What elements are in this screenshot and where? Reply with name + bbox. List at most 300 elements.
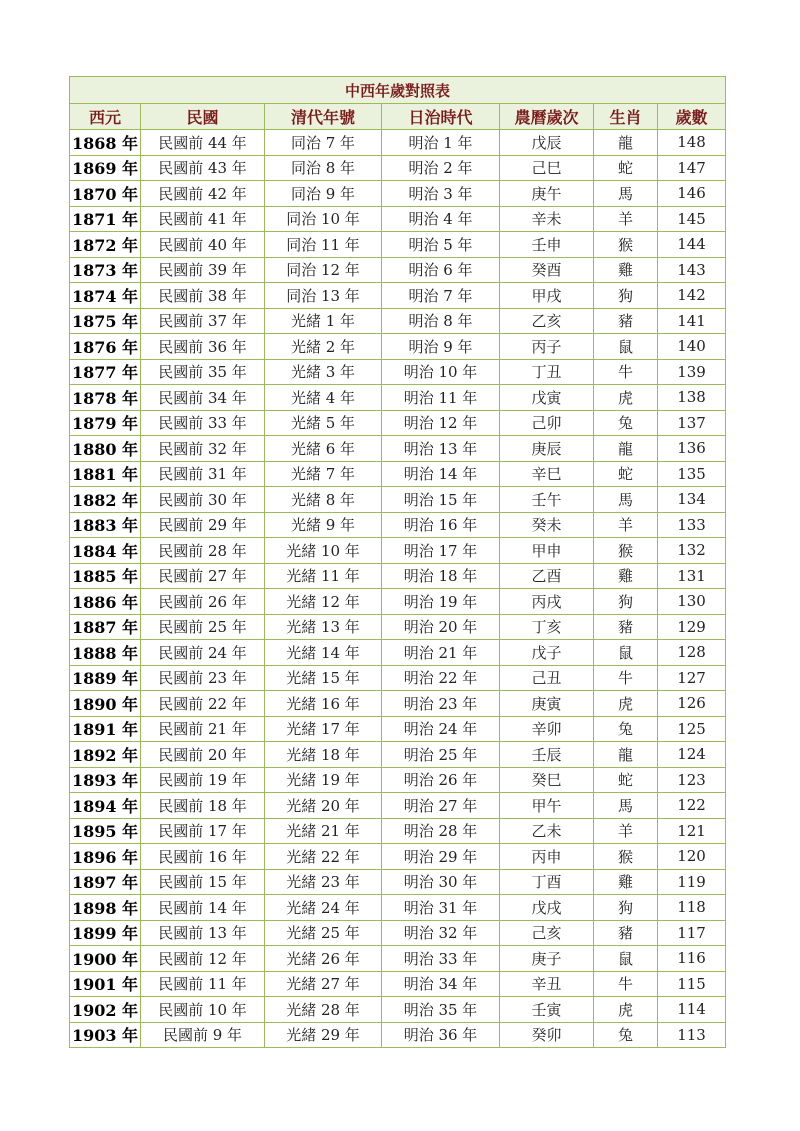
cell-roc-year: 民國前 33 年 bbox=[141, 410, 265, 436]
cell-age: 148 bbox=[658, 130, 726, 156]
cell-age: 145 bbox=[658, 206, 726, 232]
cell-roc-year: 民國前 35 年 bbox=[141, 359, 265, 385]
cell-western-year: 1873 年 bbox=[70, 257, 141, 283]
cell-japanese-era: 明治 16 年 bbox=[382, 512, 500, 538]
cell-qing-era: 光緒 1 年 bbox=[265, 308, 382, 334]
cell-age: 142 bbox=[658, 283, 726, 309]
cell-western-year: 1884 年 bbox=[70, 538, 141, 564]
header-lunar-ganzhi: 農曆歲次 bbox=[500, 104, 594, 130]
cell-age: 141 bbox=[658, 308, 726, 334]
cell-roc-year: 民國前 25 年 bbox=[141, 614, 265, 640]
cell-qing-era: 光緒 12 年 bbox=[265, 589, 382, 615]
cell-lunar-ganzhi: 辛卯 bbox=[500, 716, 594, 742]
table-row bbox=[70, 206, 726, 232]
cell-qing-era: 光緒 10 年 bbox=[265, 538, 382, 564]
cell-japanese-era: 明治 19 年 bbox=[382, 589, 500, 615]
cell-qing-era: 同治 11 年 bbox=[265, 232, 382, 258]
header-zodiac: 生肖 bbox=[594, 104, 658, 130]
cell-age: 117 bbox=[658, 920, 726, 946]
cell-zodiac: 豬 bbox=[594, 614, 658, 640]
cell-age: 120 bbox=[658, 844, 726, 870]
cell-western-year: 1871 年 bbox=[70, 206, 141, 232]
cell-zodiac: 雞 bbox=[594, 869, 658, 895]
cell-roc-year: 民國前 32 年 bbox=[141, 436, 265, 462]
cell-qing-era: 光緒 26 年 bbox=[265, 946, 382, 972]
cell-western-year: 1886 年 bbox=[70, 589, 141, 615]
cell-zodiac: 雞 bbox=[594, 563, 658, 589]
cell-western-year: 1894 年 bbox=[70, 793, 141, 819]
cell-lunar-ganzhi: 甲戌 bbox=[500, 283, 594, 309]
cell-roc-year: 民國前 24 年 bbox=[141, 640, 265, 666]
cell-zodiac: 龍 bbox=[594, 742, 658, 768]
cell-roc-year: 民國前 34 年 bbox=[141, 385, 265, 411]
cell-roc-year: 民國前 13 年 bbox=[141, 920, 265, 946]
cell-lunar-ganzhi: 丁亥 bbox=[500, 614, 594, 640]
table-row bbox=[70, 793, 726, 819]
cell-zodiac: 猴 bbox=[594, 538, 658, 564]
cell-zodiac: 蛇 bbox=[594, 461, 658, 487]
cell-qing-era: 光緒 23 年 bbox=[265, 869, 382, 895]
cell-japanese-era: 明治 35 年 bbox=[382, 997, 500, 1023]
cell-roc-year: 民國前 18 年 bbox=[141, 793, 265, 819]
cell-zodiac: 馬 bbox=[594, 181, 658, 207]
header-age: 歲數 bbox=[658, 104, 726, 130]
cell-qing-era: 同治 10 年 bbox=[265, 206, 382, 232]
cell-japanese-era: 明治 32 年 bbox=[382, 920, 500, 946]
cell-qing-era: 光緒 28 年 bbox=[265, 997, 382, 1023]
cell-roc-year: 民國前 11 年 bbox=[141, 971, 265, 997]
table-row bbox=[70, 614, 726, 640]
cell-qing-era: 光緒 14 年 bbox=[265, 640, 382, 666]
cell-zodiac: 虎 bbox=[594, 385, 658, 411]
cell-western-year: 1880 年 bbox=[70, 436, 141, 462]
cell-zodiac: 鼠 bbox=[594, 946, 658, 972]
cell-western-year: 1881 年 bbox=[70, 461, 141, 487]
cell-japanese-era: 明治 7 年 bbox=[382, 283, 500, 309]
cell-zodiac: 龍 bbox=[594, 130, 658, 156]
cell-age: 130 bbox=[658, 589, 726, 615]
cell-japanese-era: 明治 22 年 bbox=[382, 665, 500, 691]
cell-zodiac: 牛 bbox=[594, 665, 658, 691]
header-japanese-era: 日治時代 bbox=[382, 104, 500, 130]
cell-lunar-ganzhi: 辛未 bbox=[500, 206, 594, 232]
table-title: 中西年歲對照表 bbox=[70, 77, 726, 104]
cell-age: 138 bbox=[658, 385, 726, 411]
cell-qing-era: 光緒 24 年 bbox=[265, 895, 382, 921]
cell-qing-era: 光緒 16 年 bbox=[265, 691, 382, 717]
cell-lunar-ganzhi: 癸酉 bbox=[500, 257, 594, 283]
cell-japanese-era: 明治 15 年 bbox=[382, 487, 500, 513]
cell-qing-era: 光緒 9 年 bbox=[265, 512, 382, 538]
cell-japanese-era: 明治 34 年 bbox=[382, 971, 500, 997]
cell-roc-year: 民國前 37 年 bbox=[141, 308, 265, 334]
cell-age: 136 bbox=[658, 436, 726, 462]
cell-qing-era: 光緒 7 年 bbox=[265, 461, 382, 487]
cell-roc-year: 民國前 36 年 bbox=[141, 334, 265, 360]
cell-roc-year: 民國前 19 年 bbox=[141, 767, 265, 793]
cell-western-year: 1890 年 bbox=[70, 691, 141, 717]
cell-age: 137 bbox=[658, 410, 726, 436]
cell-japanese-era: 明治 12 年 bbox=[382, 410, 500, 436]
table-row bbox=[70, 359, 726, 385]
cell-lunar-ganzhi: 庚子 bbox=[500, 946, 594, 972]
table-row bbox=[70, 232, 726, 258]
cell-qing-era: 同治 8 年 bbox=[265, 155, 382, 181]
cell-lunar-ganzhi: 戊寅 bbox=[500, 385, 594, 411]
cell-age: 144 bbox=[658, 232, 726, 258]
table-row bbox=[70, 818, 726, 844]
cell-age: 126 bbox=[658, 691, 726, 717]
cell-western-year: 1888 年 bbox=[70, 640, 141, 666]
cell-lunar-ganzhi: 甲午 bbox=[500, 793, 594, 819]
cell-roc-year: 民國前 40 年 bbox=[141, 232, 265, 258]
cell-qing-era: 光緒 4 年 bbox=[265, 385, 382, 411]
cell-zodiac: 蛇 bbox=[594, 767, 658, 793]
cell-age: 131 bbox=[658, 563, 726, 589]
cell-zodiac: 羊 bbox=[594, 818, 658, 844]
table-row bbox=[70, 869, 726, 895]
cell-roc-year: 民國前 38 年 bbox=[141, 283, 265, 309]
cell-qing-era: 光緒 5 年 bbox=[265, 410, 382, 436]
cell-roc-year: 民國前 26 年 bbox=[141, 589, 265, 615]
cell-age: 123 bbox=[658, 767, 726, 793]
cell-age: 132 bbox=[658, 538, 726, 564]
header-western-year: 西元 bbox=[70, 104, 141, 130]
cell-zodiac: 蛇 bbox=[594, 155, 658, 181]
cell-western-year: 1874 年 bbox=[70, 283, 141, 309]
cell-zodiac: 馬 bbox=[594, 487, 658, 513]
cell-age: 143 bbox=[658, 257, 726, 283]
cell-lunar-ganzhi: 戊子 bbox=[500, 640, 594, 666]
cell-western-year: 1899 年 bbox=[70, 920, 141, 946]
cell-lunar-ganzhi: 戊戌 bbox=[500, 895, 594, 921]
cell-age: 140 bbox=[658, 334, 726, 360]
cell-zodiac: 豬 bbox=[594, 920, 658, 946]
table-row bbox=[70, 538, 726, 564]
cell-age: 134 bbox=[658, 487, 726, 513]
table-row bbox=[70, 257, 726, 283]
cell-western-year: 1893 年 bbox=[70, 767, 141, 793]
table-row bbox=[70, 971, 726, 997]
table-row bbox=[70, 308, 726, 334]
cell-roc-year: 民國前 23 年 bbox=[141, 665, 265, 691]
cell-lunar-ganzhi: 丁丑 bbox=[500, 359, 594, 385]
cell-qing-era: 光緒 3 年 bbox=[265, 359, 382, 385]
cell-japanese-era: 明治 26 年 bbox=[382, 767, 500, 793]
cell-western-year: 1897 年 bbox=[70, 869, 141, 895]
cell-lunar-ganzhi: 壬辰 bbox=[500, 742, 594, 768]
cell-western-year: 1875 年 bbox=[70, 308, 141, 334]
cell-roc-year: 民國前 22 年 bbox=[141, 691, 265, 717]
cell-japanese-era: 明治 9 年 bbox=[382, 334, 500, 360]
cell-lunar-ganzhi: 甲申 bbox=[500, 538, 594, 564]
cell-lunar-ganzhi: 辛巳 bbox=[500, 461, 594, 487]
cell-lunar-ganzhi: 壬午 bbox=[500, 487, 594, 513]
table-row bbox=[70, 461, 726, 487]
cell-lunar-ganzhi: 癸卯 bbox=[500, 1022, 594, 1048]
cell-qing-era: 同治 9 年 bbox=[265, 181, 382, 207]
cell-western-year: 1877 年 bbox=[70, 359, 141, 385]
cell-qing-era: 光緒 8 年 bbox=[265, 487, 382, 513]
cell-zodiac: 虎 bbox=[594, 691, 658, 717]
cell-zodiac: 龍 bbox=[594, 436, 658, 462]
cell-qing-era: 同治 12 年 bbox=[265, 257, 382, 283]
table-title-row bbox=[70, 77, 726, 104]
cell-qing-era: 光緒 22 年 bbox=[265, 844, 382, 870]
cell-western-year: 1891 年 bbox=[70, 716, 141, 742]
table-row bbox=[70, 512, 726, 538]
cell-qing-era: 光緒 18 年 bbox=[265, 742, 382, 768]
cell-japanese-era: 明治 14 年 bbox=[382, 461, 500, 487]
cell-zodiac: 牛 bbox=[594, 359, 658, 385]
cell-qing-era: 光緒 13 年 bbox=[265, 614, 382, 640]
cell-western-year: 1869 年 bbox=[70, 155, 141, 181]
cell-roc-year: 民國前 27 年 bbox=[141, 563, 265, 589]
cell-age: 118 bbox=[658, 895, 726, 921]
cell-japanese-era: 明治 18 年 bbox=[382, 563, 500, 589]
cell-age: 114 bbox=[658, 997, 726, 1023]
cell-lunar-ganzhi: 癸巳 bbox=[500, 767, 594, 793]
cell-japanese-era: 明治 24 年 bbox=[382, 716, 500, 742]
table-row bbox=[70, 385, 726, 411]
cell-lunar-ganzhi: 壬申 bbox=[500, 232, 594, 258]
cell-age: 139 bbox=[658, 359, 726, 385]
cell-roc-year: 民國前 14 年 bbox=[141, 895, 265, 921]
table-row bbox=[70, 844, 726, 870]
cell-roc-year: 民國前 44 年 bbox=[141, 130, 265, 156]
header-qing-era: 清代年號 bbox=[265, 104, 382, 130]
cell-western-year: 1868 年 bbox=[70, 130, 141, 156]
cell-age: 125 bbox=[658, 716, 726, 742]
cell-qing-era: 光緒 11 年 bbox=[265, 563, 382, 589]
cell-roc-year: 民國前 30 年 bbox=[141, 487, 265, 513]
cell-zodiac: 馬 bbox=[594, 793, 658, 819]
cell-qing-era: 光緒 17 年 bbox=[265, 716, 382, 742]
cell-lunar-ganzhi: 己亥 bbox=[500, 920, 594, 946]
cell-zodiac: 狗 bbox=[594, 895, 658, 921]
cell-roc-year: 民國前 28 年 bbox=[141, 538, 265, 564]
cell-qing-era: 光緒 20 年 bbox=[265, 793, 382, 819]
cell-japanese-era: 明治 31 年 bbox=[382, 895, 500, 921]
cell-qing-era: 光緒 19 年 bbox=[265, 767, 382, 793]
cell-western-year: 1903 年 bbox=[70, 1022, 141, 1048]
cell-qing-era: 光緒 21 年 bbox=[265, 818, 382, 844]
cell-roc-year: 民國前 42 年 bbox=[141, 181, 265, 207]
cell-japanese-era: 明治 2 年 bbox=[382, 155, 500, 181]
cell-qing-era: 光緒 29 年 bbox=[265, 1022, 382, 1048]
cell-roc-year: 民國前 21 年 bbox=[141, 716, 265, 742]
table-row bbox=[70, 487, 726, 513]
cell-roc-year: 民國前 12 年 bbox=[141, 946, 265, 972]
cell-lunar-ganzhi: 己丑 bbox=[500, 665, 594, 691]
table-row bbox=[70, 334, 726, 360]
cell-qing-era: 光緒 25 年 bbox=[265, 920, 382, 946]
cell-zodiac: 羊 bbox=[594, 512, 658, 538]
cell-qing-era: 光緒 15 年 bbox=[265, 665, 382, 691]
cell-zodiac: 兔 bbox=[594, 716, 658, 742]
cell-japanese-era: 明治 30 年 bbox=[382, 869, 500, 895]
table-row bbox=[70, 895, 726, 921]
cell-japanese-era: 明治 11 年 bbox=[382, 385, 500, 411]
cell-roc-year: 民國前 29 年 bbox=[141, 512, 265, 538]
cell-age: 116 bbox=[658, 946, 726, 972]
table-row bbox=[70, 155, 726, 181]
year-comparison-table-container bbox=[69, 76, 725, 1048]
table-row bbox=[70, 767, 726, 793]
cell-western-year: 1901 年 bbox=[70, 971, 141, 997]
cell-japanese-era: 明治 10 年 bbox=[382, 359, 500, 385]
cell-age: 135 bbox=[658, 461, 726, 487]
cell-western-year: 1878 年 bbox=[70, 385, 141, 411]
cell-western-year: 1882 年 bbox=[70, 487, 141, 513]
cell-western-year: 1879 年 bbox=[70, 410, 141, 436]
cell-zodiac: 虎 bbox=[594, 997, 658, 1023]
cell-age: 122 bbox=[658, 793, 726, 819]
cell-age: 127 bbox=[658, 665, 726, 691]
cell-japanese-era: 明治 13 年 bbox=[382, 436, 500, 462]
table-row bbox=[70, 997, 726, 1023]
cell-lunar-ganzhi: 庚寅 bbox=[500, 691, 594, 717]
cell-age: 133 bbox=[658, 512, 726, 538]
cell-western-year: 1876 年 bbox=[70, 334, 141, 360]
cell-japanese-era: 明治 1 年 bbox=[382, 130, 500, 156]
table-header-row bbox=[70, 104, 726, 130]
cell-japanese-era: 明治 29 年 bbox=[382, 844, 500, 870]
cell-lunar-ganzhi: 癸未 bbox=[500, 512, 594, 538]
table-row bbox=[70, 589, 726, 615]
cell-qing-era: 同治 7 年 bbox=[265, 130, 382, 156]
cell-western-year: 1872 年 bbox=[70, 232, 141, 258]
table-row bbox=[70, 1022, 726, 1048]
cell-age: 146 bbox=[658, 181, 726, 207]
cell-zodiac: 猴 bbox=[594, 232, 658, 258]
cell-lunar-ganzhi: 丙戌 bbox=[500, 589, 594, 615]
cell-japanese-era: 明治 20 年 bbox=[382, 614, 500, 640]
cell-roc-year: 民國前 20 年 bbox=[141, 742, 265, 768]
cell-roc-year: 民國前 16 年 bbox=[141, 844, 265, 870]
cell-western-year: 1896 年 bbox=[70, 844, 141, 870]
table-row bbox=[70, 665, 726, 691]
cell-western-year: 1895 年 bbox=[70, 818, 141, 844]
cell-lunar-ganzhi: 戊辰 bbox=[500, 130, 594, 156]
cell-lunar-ganzhi: 庚午 bbox=[500, 181, 594, 207]
cell-lunar-ganzhi: 庚辰 bbox=[500, 436, 594, 462]
cell-western-year: 1902 年 bbox=[70, 997, 141, 1023]
cell-western-year: 1885 年 bbox=[70, 563, 141, 589]
cell-roc-year: 民國前 17 年 bbox=[141, 818, 265, 844]
table-row bbox=[70, 691, 726, 717]
table-row bbox=[70, 410, 726, 436]
cell-roc-year: 民國前 10 年 bbox=[141, 997, 265, 1023]
cell-roc-year: 民國前 43 年 bbox=[141, 155, 265, 181]
cell-zodiac: 狗 bbox=[594, 589, 658, 615]
cell-japanese-era: 明治 33 年 bbox=[382, 946, 500, 972]
cell-age: 128 bbox=[658, 640, 726, 666]
cell-japanese-era: 明治 23 年 bbox=[382, 691, 500, 717]
cell-lunar-ganzhi: 乙酉 bbox=[500, 563, 594, 589]
table-row bbox=[70, 130, 726, 156]
cell-qing-era: 同治 13 年 bbox=[265, 283, 382, 309]
header-roc-year: 民國 bbox=[141, 104, 265, 130]
cell-lunar-ganzhi: 己卯 bbox=[500, 410, 594, 436]
cell-lunar-ganzhi: 丙申 bbox=[500, 844, 594, 870]
table-row bbox=[70, 716, 726, 742]
cell-japanese-era: 明治 3 年 bbox=[382, 181, 500, 207]
cell-lunar-ganzhi: 辛丑 bbox=[500, 971, 594, 997]
cell-zodiac: 鼠 bbox=[594, 334, 658, 360]
cell-western-year: 1883 年 bbox=[70, 512, 141, 538]
cell-japanese-era: 明治 36 年 bbox=[382, 1022, 500, 1048]
cell-lunar-ganzhi: 乙亥 bbox=[500, 308, 594, 334]
cell-japanese-era: 明治 21 年 bbox=[382, 640, 500, 666]
cell-roc-year: 民國前 31 年 bbox=[141, 461, 265, 487]
cell-age: 113 bbox=[658, 1022, 726, 1048]
cell-roc-year: 民國前 9 年 bbox=[141, 1022, 265, 1048]
cell-zodiac: 牛 bbox=[594, 971, 658, 997]
table-row bbox=[70, 436, 726, 462]
cell-age: 121 bbox=[658, 818, 726, 844]
table-row bbox=[70, 181, 726, 207]
cell-japanese-era: 明治 27 年 bbox=[382, 793, 500, 819]
table-row bbox=[70, 742, 726, 768]
cell-lunar-ganzhi: 丙子 bbox=[500, 334, 594, 360]
cell-zodiac: 兔 bbox=[594, 1022, 658, 1048]
cell-age: 119 bbox=[658, 869, 726, 895]
cell-western-year: 1900 年 bbox=[70, 946, 141, 972]
cell-roc-year: 民國前 15 年 bbox=[141, 869, 265, 895]
cell-zodiac: 豬 bbox=[594, 308, 658, 334]
cell-japanese-era: 明治 5 年 bbox=[382, 232, 500, 258]
cell-zodiac: 羊 bbox=[594, 206, 658, 232]
cell-age: 115 bbox=[658, 971, 726, 997]
cell-lunar-ganzhi: 乙未 bbox=[500, 818, 594, 844]
cell-japanese-era: 明治 4 年 bbox=[382, 206, 500, 232]
cell-age: 129 bbox=[658, 614, 726, 640]
cell-zodiac: 猴 bbox=[594, 844, 658, 870]
cell-zodiac: 雞 bbox=[594, 257, 658, 283]
table-row bbox=[70, 640, 726, 666]
cell-qing-era: 光緒 27 年 bbox=[265, 971, 382, 997]
cell-age: 124 bbox=[658, 742, 726, 768]
cell-age: 147 bbox=[658, 155, 726, 181]
cell-lunar-ganzhi: 己巳 bbox=[500, 155, 594, 181]
cell-western-year: 1889 年 bbox=[70, 665, 141, 691]
cell-lunar-ganzhi: 丁酉 bbox=[500, 869, 594, 895]
cell-lunar-ganzhi: 壬寅 bbox=[500, 997, 594, 1023]
cell-japanese-era: 明治 17 年 bbox=[382, 538, 500, 564]
cell-zodiac: 兔 bbox=[594, 410, 658, 436]
cell-qing-era: 光緒 2 年 bbox=[265, 334, 382, 360]
cell-roc-year: 民國前 39 年 bbox=[141, 257, 265, 283]
cell-western-year: 1892 年 bbox=[70, 742, 141, 768]
year-comparison-table bbox=[69, 76, 726, 1048]
cell-japanese-era: 明治 6 年 bbox=[382, 257, 500, 283]
table-row bbox=[70, 920, 726, 946]
cell-japanese-era: 明治 8 年 bbox=[382, 308, 500, 334]
table-row bbox=[70, 946, 726, 972]
cell-western-year: 1870 年 bbox=[70, 181, 141, 207]
cell-zodiac: 鼠 bbox=[594, 640, 658, 666]
cell-zodiac: 狗 bbox=[594, 283, 658, 309]
cell-western-year: 1898 年 bbox=[70, 895, 141, 921]
table-row bbox=[70, 563, 726, 589]
table-body bbox=[70, 130, 726, 1048]
cell-qing-era: 光緒 6 年 bbox=[265, 436, 382, 462]
cell-roc-year: 民國前 41 年 bbox=[141, 206, 265, 232]
cell-japanese-era: 明治 25 年 bbox=[382, 742, 500, 768]
cell-western-year: 1887 年 bbox=[70, 614, 141, 640]
table-row bbox=[70, 283, 726, 309]
